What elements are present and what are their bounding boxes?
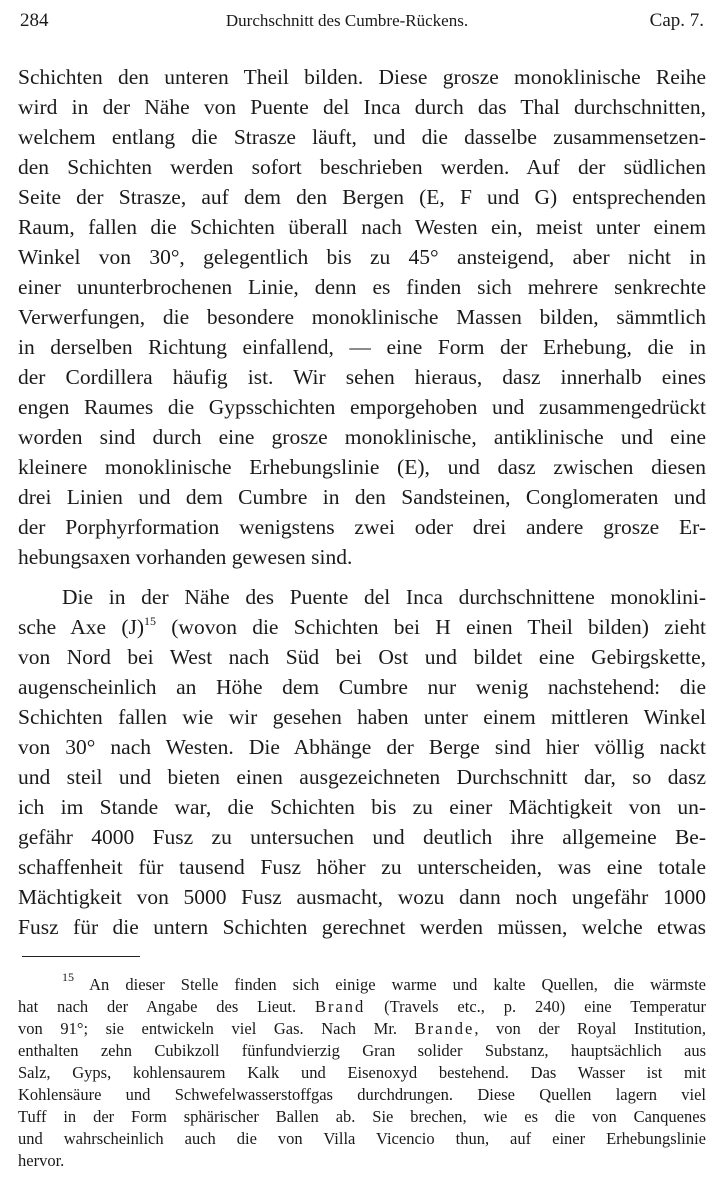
text-line: hebungsaxen vorhanden gewesen sind.	[18, 545, 353, 569]
text-segment: An dieser Stelle finden sich einige warme und kalte Quellen, die wärmste	[74, 975, 706, 994]
footnote-reference: 15	[144, 614, 157, 628]
text-segment: von 91°; sie entwickeln viel Gas. Nach Mr.	[18, 1019, 398, 1038]
text-segment: (Travels etc., p. 240) eine Temperatur	[365, 997, 706, 1016]
paragraph-1	[18, 62, 706, 572]
running-header	[20, 10, 704, 40]
text-line: von Nord bei West nach Süd bei Ost und bildet eine Gebirgskette,	[18, 645, 706, 669]
main-text	[18, 62, 706, 942]
text-line: wird in der Nähe von Puente del Inca durch das Thal durchschnitten,	[18, 95, 706, 119]
text-line: in derselben Richtung einfallend, — eine Form der Erhebung, die in	[18, 335, 706, 359]
footnote-line: Tuff in der Form sphärischer Ballen ab. Sie brechen, wie es die von Canquenes	[18, 1107, 706, 1126]
footnote-divider	[22, 956, 140, 957]
text-line: von 30° nach Westen. Die Abhänge der Berge sind hier völlig nackt	[18, 735, 706, 759]
text-line: Schichten den unteren Theil bilden. Diese grosze monoklinische Reihe	[18, 65, 706, 89]
footnote-line: Salz, Gyps, kohlensaurem Kalk und Eisenoxyd bestehend. Das Wasser ist mit	[18, 1063, 706, 1082]
text-line: kleinere monoklinische Erhebungslinie (E), und dasz zwischen diesen	[18, 455, 706, 479]
text-line: und steil und bieten einen ausgezeichneten Durchschnitt dar, so dasz	[18, 765, 706, 789]
spaced-name: Brande	[414, 1019, 475, 1038]
text-line: Seite der Strasze, auf dem den Bergen (E, F und G) entsprechenden	[18, 185, 706, 209]
page-number: 284	[20, 10, 49, 31]
text-segment: sche Axe (J)	[18, 615, 145, 639]
footnote-line	[18, 970, 706, 996]
footnote-line	[18, 1018, 706, 1040]
chapter-label: Cap. 7.	[649, 10, 704, 31]
text-line: Raum, fallen die Schichten überall nach Westen ein, meist unter einem	[18, 215, 706, 239]
spaced-name: Brand	[314, 997, 366, 1016]
text-segment: (wovon die Schichten bei H einen Theil bilden) zieht	[156, 615, 706, 639]
text-line: Mächtigkeit von 5000 Fusz ausmacht, wozu dann noch ungefähr 1000	[18, 885, 706, 909]
text-line: gefähr 4000 Fusz zu untersuchen und deutlich ihre allgemeine Be-	[18, 825, 706, 849]
text-line: der Cordillera häufig ist. Wir sehen hieraus, dasz innerhalb eines	[18, 365, 706, 389]
footnote-line: hervor.	[18, 1151, 65, 1170]
text-line: worden sind durch eine grosze monoklinische, antiklinische und eine	[18, 425, 706, 449]
text-line: ich im Stande war, die Schichten bis zu einer Mächtigkeit von un-	[18, 795, 706, 819]
text-line: den Schichten werden sofort beschrieben werden. Auf der südlichen	[18, 155, 706, 179]
footnote-line: enthalten zehn Cubikzoll fünfundvierzig Gran solider Substanz, hauptsächlich aus	[18, 1041, 706, 1060]
footnote-line: und wahrscheinlich auch die von Villa Vicencio thun, auf einer Erhebungslinie	[18, 1129, 706, 1148]
text-segment: hat nach der Angabe des Lieut.	[18, 997, 315, 1016]
text-line: Winkel von 30°, gelegentlich bis zu 45° ansteigend, aber nicht in	[18, 245, 706, 269]
text-line: Fusz für die untern Schichten gerechnet werden müssen, welche etwas	[18, 915, 706, 939]
text-line: Schichten fallen wie wir gesehen haben unter einem mittleren Winkel	[18, 705, 706, 729]
text-line: welchem entlang die Strasze läuft, und die dasselbe zusammensetzen-	[18, 125, 706, 149]
text-line: Verwerfungen, die besondere monoklinische Massen bilden, sämmtlich	[18, 305, 706, 329]
text-line: engen Raumes die Gypsschichten emporgehoben und zusammengedrückt	[18, 395, 706, 419]
text-line	[18, 612, 706, 642]
text-line: einer ununterbrochenen Linie, denn es finden sich mehrere senkrechte	[18, 275, 706, 299]
footnote	[18, 970, 707, 1172]
paragraph-2	[18, 582, 706, 942]
text-line: schaffenheit für tausend Fusz höher zu unterscheiden, was eine totale	[18, 855, 706, 879]
text-line: Die in der Nähe des Puente del Inca durchschnittene monoklini-	[62, 585, 706, 609]
running-title: Durchschnitt des Cumbre-Rückens.	[225, 11, 469, 30]
footnote-marker: 15	[62, 970, 74, 984]
footnote-line	[18, 996, 706, 1018]
text-line: der Porphyrformation wenigstens zwei oder drei andere grosze Er-	[18, 515, 706, 539]
text-line: drei Linien und dem Cumbre in den Sandsteinen, Conglomeraten und	[18, 485, 706, 509]
footnote-line: Kohlensäure und Schwefelwasserstoffgas durchdrungen. Diese Quellen lagern viel	[18, 1085, 706, 1104]
text-line: augenscheinlich an Höhe dem Cumbre nur wenig nachstehend: die	[18, 675, 706, 699]
text-segment: , von der Royal Institution,	[474, 1019, 707, 1038]
